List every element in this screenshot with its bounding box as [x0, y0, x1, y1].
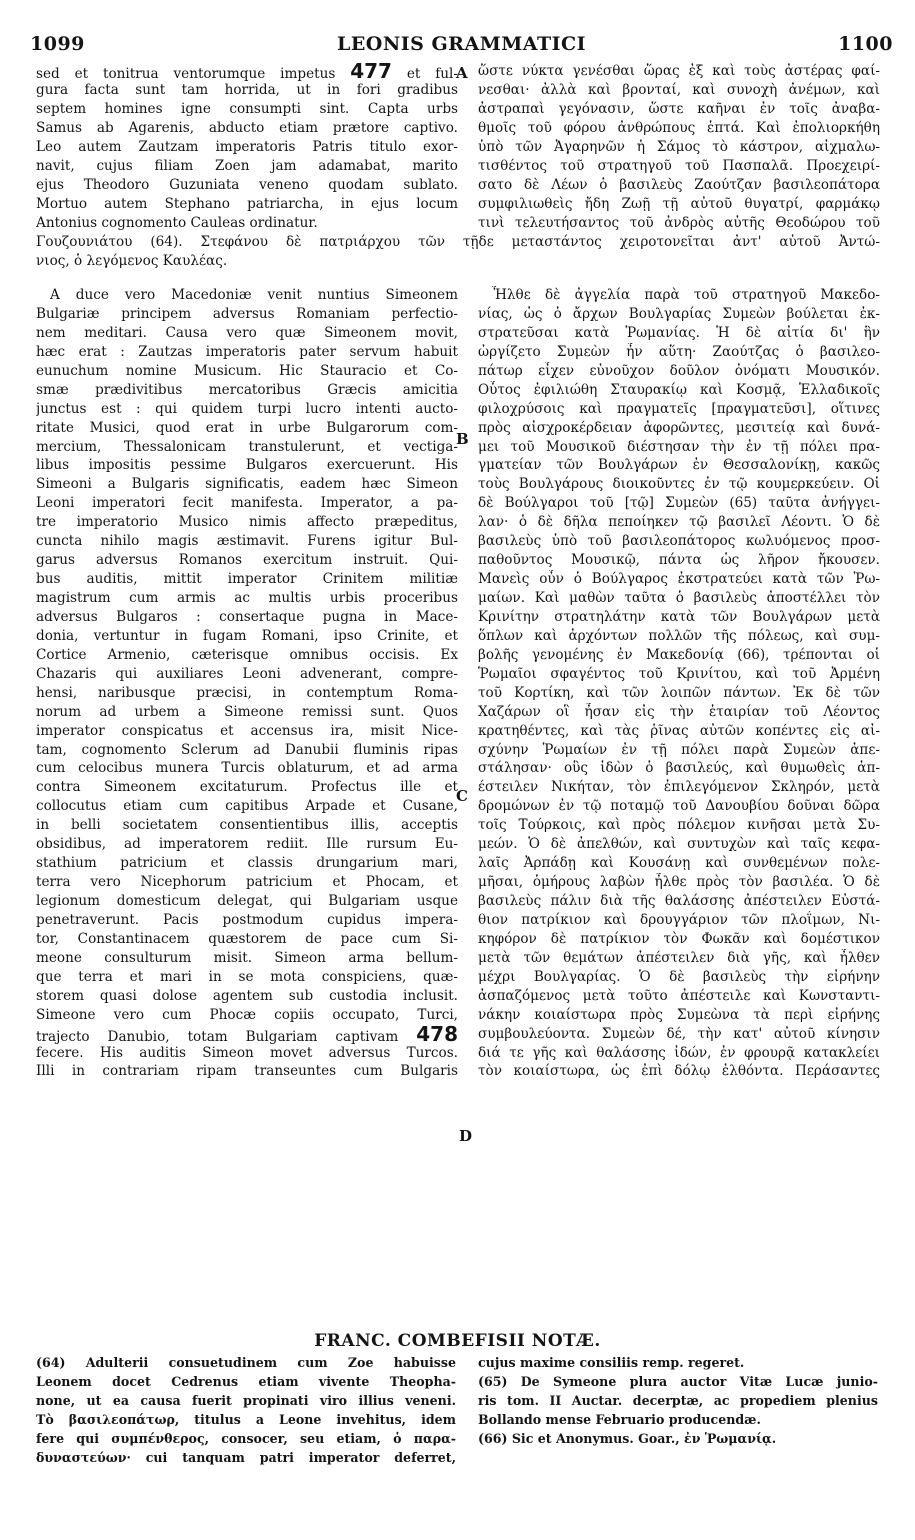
greek-main-line: φιλοχρύσοις καὶ πραγματεῖς [πραγματεῦσι], οἵτινες — [478, 400, 880, 417]
greek-main-line: ὅπλων καὶ ἀρχόντων πολλῶν τῆς πόλεως, καὶ συμ- — [478, 627, 880, 644]
note-right-line: Bollando mense Februario producendæ. — [478, 1411, 761, 1427]
latin-main-line: penetraverunt. Pacis postmodum cupidus impera- — [36, 911, 458, 928]
greek-main-line: δρομώνων ἐν τῷ ποταμῷ τοῦ Δανουβίου δοῦναι δῶρα — [478, 798, 880, 815]
header-title: LEONIS GRAMMATICI — [336, 33, 587, 55]
greek-main-line: γματείαν τῶν Βουλγάρων ἐν Θεσσαλονίκῃ, κακῶς — [478, 457, 880, 474]
latin-top-column — [36, 62, 458, 232]
greek-main-line: διά τε γῆς καὶ θαλάσσης ἰδών, ἐν φρουρᾷ κατακλείει — [478, 1044, 880, 1061]
latin-main-line: hensi, naribusque præcisi, in contemptum Roma- — [36, 684, 458, 701]
latin-main-line: Bulgariæ principem adversus Romaniam perfectio- — [36, 305, 458, 322]
latin-main-line: ritate Musici, quod erat in urbe Bulgarorum com- — [36, 419, 458, 436]
header-page-left: 1099 — [30, 33, 85, 55]
greek-main-line: τοὺς Βουλγάρους διοικοῦντες ἐν τῷ κουμερκεύειν. Οἱ — [478, 476, 880, 493]
latin-main-line: Illi in contrariam ripam transeuntes cum Bulgaris — [36, 1063, 458, 1080]
greek-main-line: Ῥωμαῖοι σφαγέντος τοῦ Κρινίτου, καὶ τοῦ Ἀρμένη — [478, 665, 880, 682]
greek-top-line: θμοῖς τοῦ φόρου ἀνθρώπους ἑπτά. Καὶ ἐπολιορκήθη — [478, 119, 880, 136]
latin-main-line: cuncta nihilo magis æstimavit. Furens igitur Bul- — [36, 533, 458, 550]
greek-main-line: νάκην κοιαίστωρα πρὸς Συμεὼνα τὰ περὶ εἰρήνης — [478, 1006, 880, 1023]
note-left-line: fere qui συμπένθερος, consocer, seu etiam, ὁ παρα- — [36, 1430, 456, 1446]
latin-main-line: bus auditis, mittit imperator Crinitem militiæ — [36, 571, 458, 588]
greek-main-line: Μανεὶς οὖν ὁ Βούλγαρος ἐκστρατεύει κατὰ τῶν Ῥω- — [478, 571, 880, 588]
note-right-line: ris tom. II Auctar. decerptæ, ac propediem plenius — [478, 1392, 878, 1408]
inline-page-number: 477 — [350, 62, 392, 81]
greek-top-line: συμφιλιωθεὶς ἤδη Ζωῇ τῇ αὐτοῦ θυγατρί, φαρμάκῳ — [478, 195, 880, 212]
greek-main-line: σχύνην Ῥωμαίων ἐν τῇ πόλει παρὰ Συμεὼν ἀπε- — [478, 741, 880, 758]
latin-main-line: Chazaris qui auxiliares Leoni advenerant, compre- — [36, 665, 458, 682]
latin-main-line: Leoni imperatori fecit manifesta. Imperator, a pa- — [36, 495, 458, 512]
greek-main-line: ὠργίζετο Συμεὼν ἦν αὕτη· Ζαούτζας ὁ βασιλεο- — [478, 343, 880, 360]
latin-main-line: legionum domesticum delegat, qui Bulgariam usque — [36, 893, 458, 909]
latin-main-line: mercium, Thessalonicam transtulerunt, et vectiga- — [36, 438, 458, 455]
greek-full-width-paragraph — [36, 233, 880, 271]
note-left-line: none, ut ea causa fuerit propinati viro illius veneni. — [36, 1392, 456, 1408]
margin-marker-c: C — [456, 787, 468, 805]
greek-main-line: μῆσαι, ὁμήρους λαβὼν ἦλθε πρὸς τὸν βασιλέα. Ὁ δὲ — [478, 874, 880, 891]
greek-main-line: στάλησαν· οὓς ἰδὼν ὁ βασιλεύς, καὶ θυμωθεὶς ἀπ- — [478, 760, 880, 777]
margin-marker-a: A — [456, 64, 468, 82]
latin-main-line: junctus est : qui quidem turpi lucro intenti aucto- — [36, 400, 458, 417]
greek-main-line: κρατηθέντες, καὶ τὰς ῥῖνας αὐτῶν κοπέντες εἰς αἰ- — [478, 722, 880, 739]
latin-main-line: hæc erat : Zautzas imperatoris pater servum habuit — [36, 343, 458, 360]
latin-main-line: libus impositis pessime Bulgaros exercuerunt. His — [36, 457, 458, 474]
latin-main-line: trajecto Danubio, totam Bulgariam captivam 478 — [36, 1025, 458, 1044]
greek-main-line: πάτωρ εἶχεν εὐνοῦχον δοῦλον ὀνόματι Μουσικόν. — [478, 362, 880, 379]
greek-main-line: συμβουλεύοντα. Συμεὼν δέ, τὴν κατ' αὐτοῦ κίνησιν — [478, 1025, 880, 1042]
latin-main-line: A duce vero Macedoniæ venit nuntius Simeonem — [50, 287, 458, 303]
latin-main-line: imperator conspicatus et accensus ira, misit Nice- — [36, 722, 458, 739]
greek-main-line: μετὰ τῶν θεμάτων ἀπέστειλεν διὰ γῆς, καὶ ἦλθεν — [478, 949, 880, 966]
greek-main-line: ἀσπαζόμενος μετὰ τοῦτο ἀπέστειλε καὶ Κωνσταντι- — [478, 987, 880, 1004]
latin-main-line: Simeone vero cum Phocæ copiis occupato, Turci, — [36, 1006, 458, 1023]
notes-right-column — [478, 1354, 878, 1449]
note-left-line: Τὸ βασιλεοπάτωρ, titulus a Leone invehitus, idem — [36, 1411, 456, 1427]
greek-top-line: σατο δὲ Λέων ὁ βασιλεὺς Ζαούτζαν βασιλεοπάτορα — [478, 176, 880, 193]
greek-main-line: τοῦ Κορτίκη, καὶ τῶν λοιπῶν πάντων. Ἐκ δὲ τῶν — [478, 684, 880, 701]
latin-top-line: Antonius cognomento Cauleas ordinatur. — [36, 214, 318, 231]
latin-top-line: sed et tonitrua ventorumque impetus 477 et ful- — [36, 62, 458, 81]
greek-main-line: νίας, ὡς ὁ ἄρχων Βουλγαρίας Συμεὼν βούλεται ἐκ- — [478, 305, 880, 322]
greek-main-line: μει τοῦ Μουσικοῦ διέστησαν τὴν ἐν τῇ πόλει πρα- — [478, 438, 880, 455]
greek-full-line: νιος, ὁ λεγόμενος Καυλέας. — [36, 252, 228, 269]
note-right-line: cujus maxime consiliis remp. regeret. — [478, 1355, 745, 1370]
margin-marker-d: D — [459, 1127, 473, 1145]
latin-main-line: magistrum cum armis ac multis urbis proceribus — [36, 590, 458, 606]
latin-main-line: Simeoni a Bulgaris significatis, eadem hæc Simeon — [36, 476, 458, 493]
latin-main-line: terra vero Nicephorum patricium et Phocam, et — [36, 874, 458, 891]
latin-main-line: stathium patricium et classis drungarium mari, — [36, 855, 458, 872]
greek-top-line: ὥστε νύκτα γενέσθαι ὥρας ἐξ καὶ τοὺς ἀστέρας φαί- — [478, 63, 880, 79]
greek-main-line: στρατεῦσαι κατὰ Ῥωμανίας. Ἡ δὲ αἰτία δι' ἣν — [478, 324, 880, 341]
greek-main-line: Ἦλθε δὲ ἀγγελία παρὰ τοῦ στρατηγοῦ Μακεδο- — [492, 287, 880, 303]
inline-page-number: 478 — [416, 1024, 458, 1044]
latin-main-line: tre imperatorio Musico nimis affecto præpeditus, — [36, 514, 458, 531]
latin-main-line: Cortice Armenio, cæterisque omnibus occisis. Ex — [36, 646, 458, 663]
latin-main-line: tor, Constantinacem quæstorem de pace cum Si- — [36, 930, 458, 947]
greek-main-line: βασιλεὺς ὑπὸ τοῦ βασιλεοπάτορος κωλυόμενος προσ- — [478, 533, 880, 550]
note-left-line: Leonem docet Cedrenus etiam vivente Theopha- — [36, 1373, 456, 1389]
latin-main-line: donia, vertuntur in fugam Romani, ipso Crinite, et — [36, 627, 458, 644]
latin-main-line: garus adversus Romanos exercitum instruit. Qui- — [36, 552, 458, 569]
greek-main-line: μαίων. Καὶ μαθὼν ταῦτα ὁ βασιλεὺς ἀποστέλλει τὸν — [478, 590, 880, 606]
greek-main-column — [478, 286, 880, 1081]
latin-main-line: eunuchum nomine Musicum. Hic Stauracio et Co- — [36, 362, 458, 379]
latin-main-line: que terra et mari in se mota conspiciens, quæ- — [36, 968, 458, 985]
greek-main-line: κηφόρον δὲ πατρίκιον τὸν Φωκᾶν καὶ δομέστικον — [478, 930, 880, 947]
margin-marker-b: B — [456, 430, 469, 448]
latin-top-line: navit, cujus filiam Zoen jam adamabat, marito — [36, 157, 458, 174]
latin-main-line: storem quasi dolose agentem sub custodia inclusit. — [36, 987, 458, 1004]
latin-main-line: smæ prædivitibus mercatoribus Græcis amicitia — [36, 381, 458, 398]
latin-top-line: ejus Theodoro Guzuniata veneno quodam sublato. — [36, 176, 458, 193]
latin-main-line: obsidibus, ad imperatorem rediit. Ille rursum Eu- — [36, 836, 458, 853]
greek-main-line: δὲ Βούλγαροι τοῦ [τῷ] Συμεὼν (65) ταῦτα ἀνήγγει- — [478, 495, 880, 512]
greek-main-line: βολῆς γενομένης ἐν Μακεδονίᾳ (66), τρέπονται οἱ — [478, 646, 880, 663]
latin-main-line: fecere. His auditis Simeon movet adversus Turcos. — [36, 1044, 458, 1061]
greek-main-line: θιον πατρίκιον καὶ δρουγγάριον τῶν πλοΐμων, Νι- — [478, 911, 880, 928]
note-right-line: (66) Sic et Anonymus. Goar., ἐν Ῥωμανίᾳ. — [478, 1430, 777, 1446]
note-left-line: (64) Adulterii consuetudinem cum Zoe habuisse — [36, 1355, 456, 1370]
latin-top-line: Leo autem Zautzam imperatoris Patris titulo exor- — [36, 138, 458, 155]
latin-main-line: nem meditari. Causa vero quæ Simeonem movit, — [36, 324, 458, 341]
latin-main-line: contra Simeonem excitaturum. Profectus ille et — [36, 779, 458, 796]
greek-top-line: ὑπὸ τῶν Ἀγαρηνῶν ἡ Σάμος τὸ κάστρον, αἰχμαλω- — [478, 138, 880, 155]
greek-top-line: τισθέντος τοῦ στρατηγοῦ τοῦ Πασπαλᾶ. Προεχειρί- — [478, 157, 880, 174]
greek-main-line: έστειλεν Νικήταν, τὸν ἐπιλεγόμενον Σκληρόν, μετὰ — [478, 779, 880, 796]
greek-main-line: τοῖς Τούρκοις, καὶ πρὸς πόλεμον κινῆσαι μετὰ Συ- — [478, 817, 880, 834]
latin-main-line: collocutus etiam cum capitibus Arpade et Cusane, — [36, 798, 458, 815]
latin-top-line: Samus ab Agarenis, abducto etiam prætore captivo. — [36, 119, 458, 136]
greek-main-line: λαῖς Ἀρπάδῃ καὶ Κουσάνῃ καὶ συνθεμένων πολε- — [478, 855, 880, 872]
greek-main-line: τὸν κοιαίστωρα, ὡς ἐπὶ δόλῳ ἐλθόντα. Περάσαντες — [478, 1063, 880, 1080]
latin-main-line: meone consulturum misit. Simeon arma bellum- — [36, 949, 458, 966]
latin-main-line: norum ad urbem a Simeone remissi sunt. Quos — [36, 703, 458, 720]
greek-main-line: Οὗτος ἐφιλιώθη Σταυρακίῳ καὶ Κοσμᾷ, Ἑλλαδικοῖς — [478, 381, 880, 398]
greek-main-line: βασιλεὺς πάλιν διὰ τῆς θαλάσσης ἀπέστειλεν Εὐστά- — [478, 893, 880, 909]
latin-main-line: adversus Bulgaros : consertaque pugna in Mace- — [36, 608, 458, 625]
greek-top-line: νεσθαι· ἀλλὰ καὶ βρονταί, καὶ συνοχὴ ἀνέμων, καὶ — [478, 81, 880, 98]
note-left-line: δυναστεύων· cui tanquam patri imperator deferret, — [36, 1449, 456, 1465]
greek-top-line: ἀστραπαὶ γεγόνασιν, ὥστε καῆναι ἐν τοῖς ἀναβα- — [478, 100, 880, 117]
notes-title: FRANC. COMBEFISII NOTÆ. — [314, 1331, 601, 1351]
latin-main-line: tam, cognomento Sclerum ad Danubii fluminis ripas — [36, 741, 458, 758]
greek-main-line: παθοῦντος Μουσικῷ, πάντα ὡς λῆρον ἤκουσεν. — [478, 552, 880, 569]
greek-main-line: Χαζάρων οἳ ἦσαν εἰς τὴν ἑταιρίαν τοῦ Λέοντος — [478, 703, 880, 720]
latin-main-line: cum celocibus munera Turcis oblaturum, et ad arma — [36, 760, 458, 777]
greek-main-line: μεών. Ὁ δὲ ἀπελθών, καὶ συντυχὼν καὶ ταῖς κεφα- — [478, 836, 880, 853]
notes-left-column — [36, 1354, 456, 1468]
latin-top-line: gura facta sunt tam horrida, ut in fori gradibus — [36, 81, 458, 98]
greek-main-line: πρὸς αἰσχροκέρδειαν ἀφορῶντες, μεσιτείᾳ καὶ δυνά- — [478, 419, 880, 436]
latin-top-line: septem homines igne consumpti sint. Capta urbs — [36, 100, 458, 117]
latin-main-column — [36, 286, 458, 1081]
note-right-line: (65) De Symeone plura auctor Vitæ Lucæ junio- — [478, 1373, 878, 1389]
greek-main-line: Κρινίτην στρατηλάτην κατὰ τῶν Βουλγάρων μετὰ — [478, 608, 880, 625]
greek-top-column — [478, 62, 880, 232]
greek-full-line: Γουζουνιάτου (64). Στεφάνου δὲ πατριάρχου τῶν τῇδε μεταστάντος χειροτονεῖται ἀντ' αὐτοῦ Ἀντώ- — [36, 234, 880, 250]
greek-main-line: λαν· ὁ δὲ δῆλα πεποίηκεν τῷ βασιλεῖ Λέοντι. Ὁ δὲ — [478, 514, 880, 531]
latin-top-line: Mortuo autem Stephano patriarcha, in ejus locum — [36, 195, 458, 212]
greek-main-line: μέχρι Βουλγαρίας. Ὁ δὲ βασιλεὺς τὴν εἰρήνην — [478, 968, 880, 985]
greek-top-line: τινὶ τελευτήσαντος τοῦ ἀνδρὸς αὐτῆς Θεοδώρου τοῦ — [478, 214, 880, 231]
running-header — [30, 33, 893, 59]
header-page-right: 1100 — [838, 33, 893, 55]
latin-main-line: in belli societatem consentientibus illis, acceptis — [36, 817, 458, 834]
